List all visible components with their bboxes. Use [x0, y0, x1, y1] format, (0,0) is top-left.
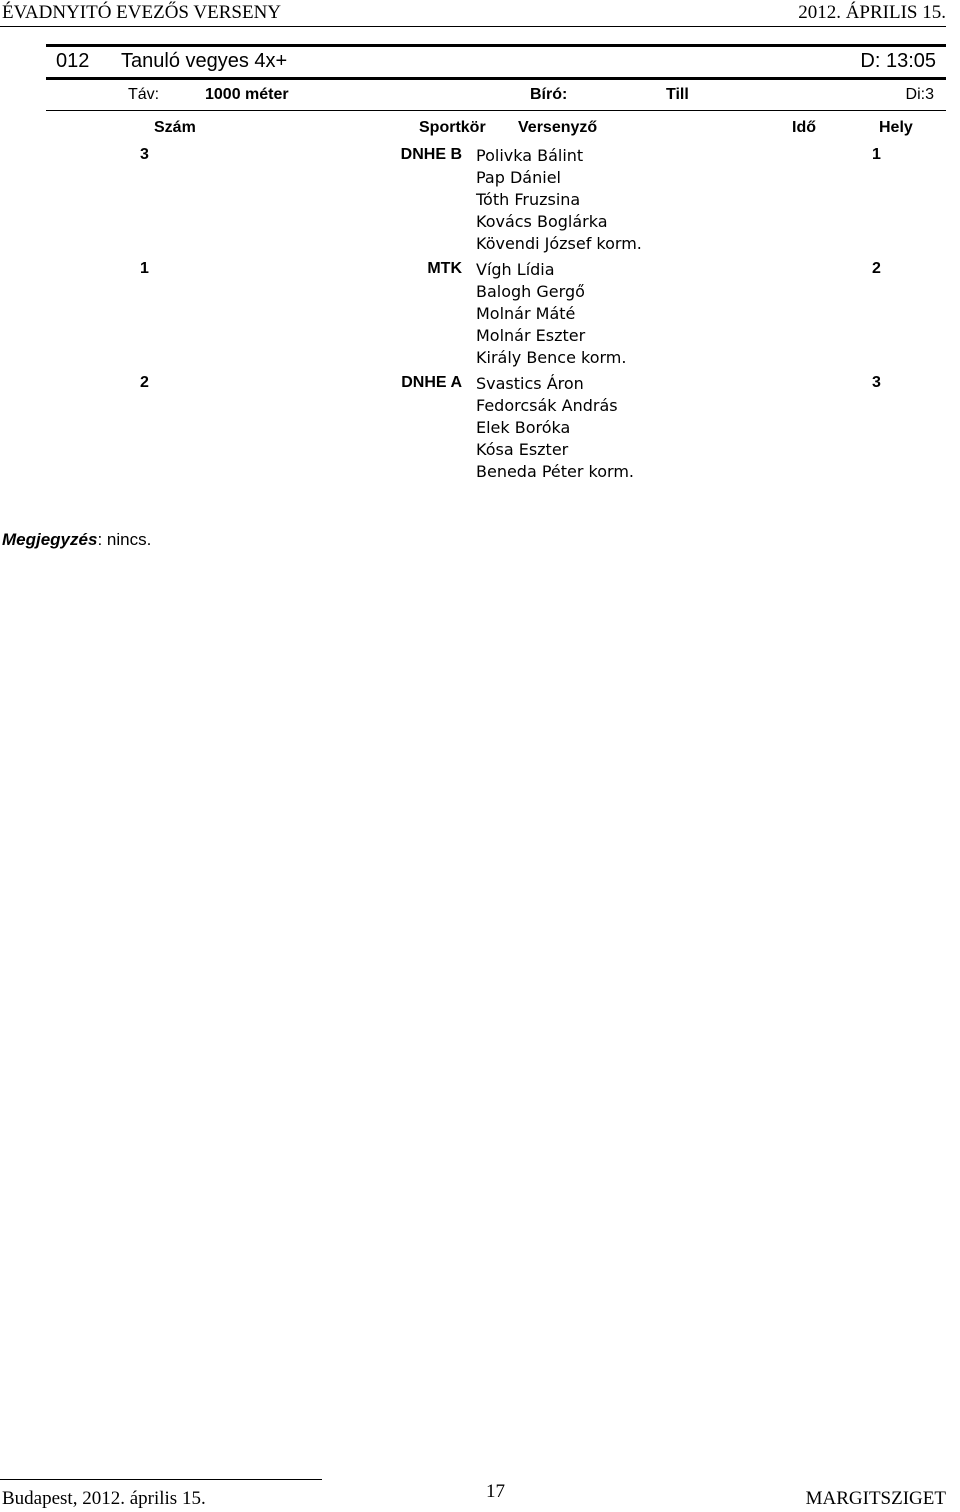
note-text: : nincs. [97, 530, 152, 549]
entry-number: 3 [140, 146, 149, 163]
rower-name: Kósa Eszter [476, 440, 569, 459]
entry-number: 2 [140, 374, 149, 391]
rower-name: Molnár Eszter [476, 326, 586, 345]
rower-name: Tóth Fruzsina [476, 190, 581, 209]
column-header-time: Idő [792, 119, 816, 136]
info-divider [46, 110, 946, 111]
entry-number: 1 [140, 260, 149, 277]
document-header-title: ÉVADNYITÓ EVEZŐS VERSENY [2, 2, 282, 23]
footer-divider [0, 1479, 322, 1480]
rower-name: Svastics Áron [476, 374, 584, 393]
column-header-club: Sportkör [419, 119, 486, 136]
entry-place: 2 [872, 260, 881, 277]
rower-name: Elek Boróka [476, 418, 571, 437]
entry-club: DNHE B [400, 146, 462, 163]
distance-label: Táv: [128, 86, 160, 103]
entry-club: DNHE A [401, 374, 462, 391]
rower-name: Fedorcsák András [476, 396, 618, 415]
race-name: Tanuló vegyes 4x+ [121, 50, 288, 72]
rower-name: Polivka Bálint [476, 146, 584, 165]
race-number: 012 [56, 50, 90, 72]
rower-name: Vígh Lídia [476, 260, 555, 279]
race-title-bottom-rule [46, 77, 946, 80]
referee-label: Bíró: [530, 86, 568, 103]
division-value: Di:3 [905, 86, 934, 103]
rower-name: Pap Dániel [476, 168, 561, 187]
coxswain-name: Beneda Péter korm. [476, 462, 635, 481]
page-number: 17 [486, 1481, 505, 1502]
note [2, 530, 151, 550]
entry-club: MTK [427, 260, 462, 277]
rower-name: Kovács Boglárka [476, 212, 608, 231]
footer-venue: MARGITSZIGET [805, 1488, 946, 1509]
column-header-number: Szám [154, 119, 196, 136]
rower-name: Molnár Máté [476, 304, 576, 323]
coxswain-name: Király Bence korm. [476, 348, 627, 367]
distance-value: 1000 méter [205, 86, 289, 103]
rower-name: Balogh Gergő [476, 282, 585, 301]
footer-location-date: Budapest, 2012. április 15. [2, 1488, 206, 1509]
entry-place: 1 [872, 146, 881, 163]
race-start-time: D: 13:05 [860, 50, 936, 72]
referee-value: Till [666, 86, 689, 103]
column-header-place: Hely [879, 119, 913, 136]
document-header-date: 2012. ÁPRILIS 15. [798, 2, 946, 23]
note-label: Megjegyzés [2, 530, 98, 549]
entry-place: 3 [872, 374, 881, 391]
coxswain-name: Kövendi József korm. [476, 234, 642, 253]
race-title-top-rule [46, 44, 946, 47]
header-divider [0, 26, 946, 27]
column-header-rowers: Versenyző [518, 119, 598, 136]
